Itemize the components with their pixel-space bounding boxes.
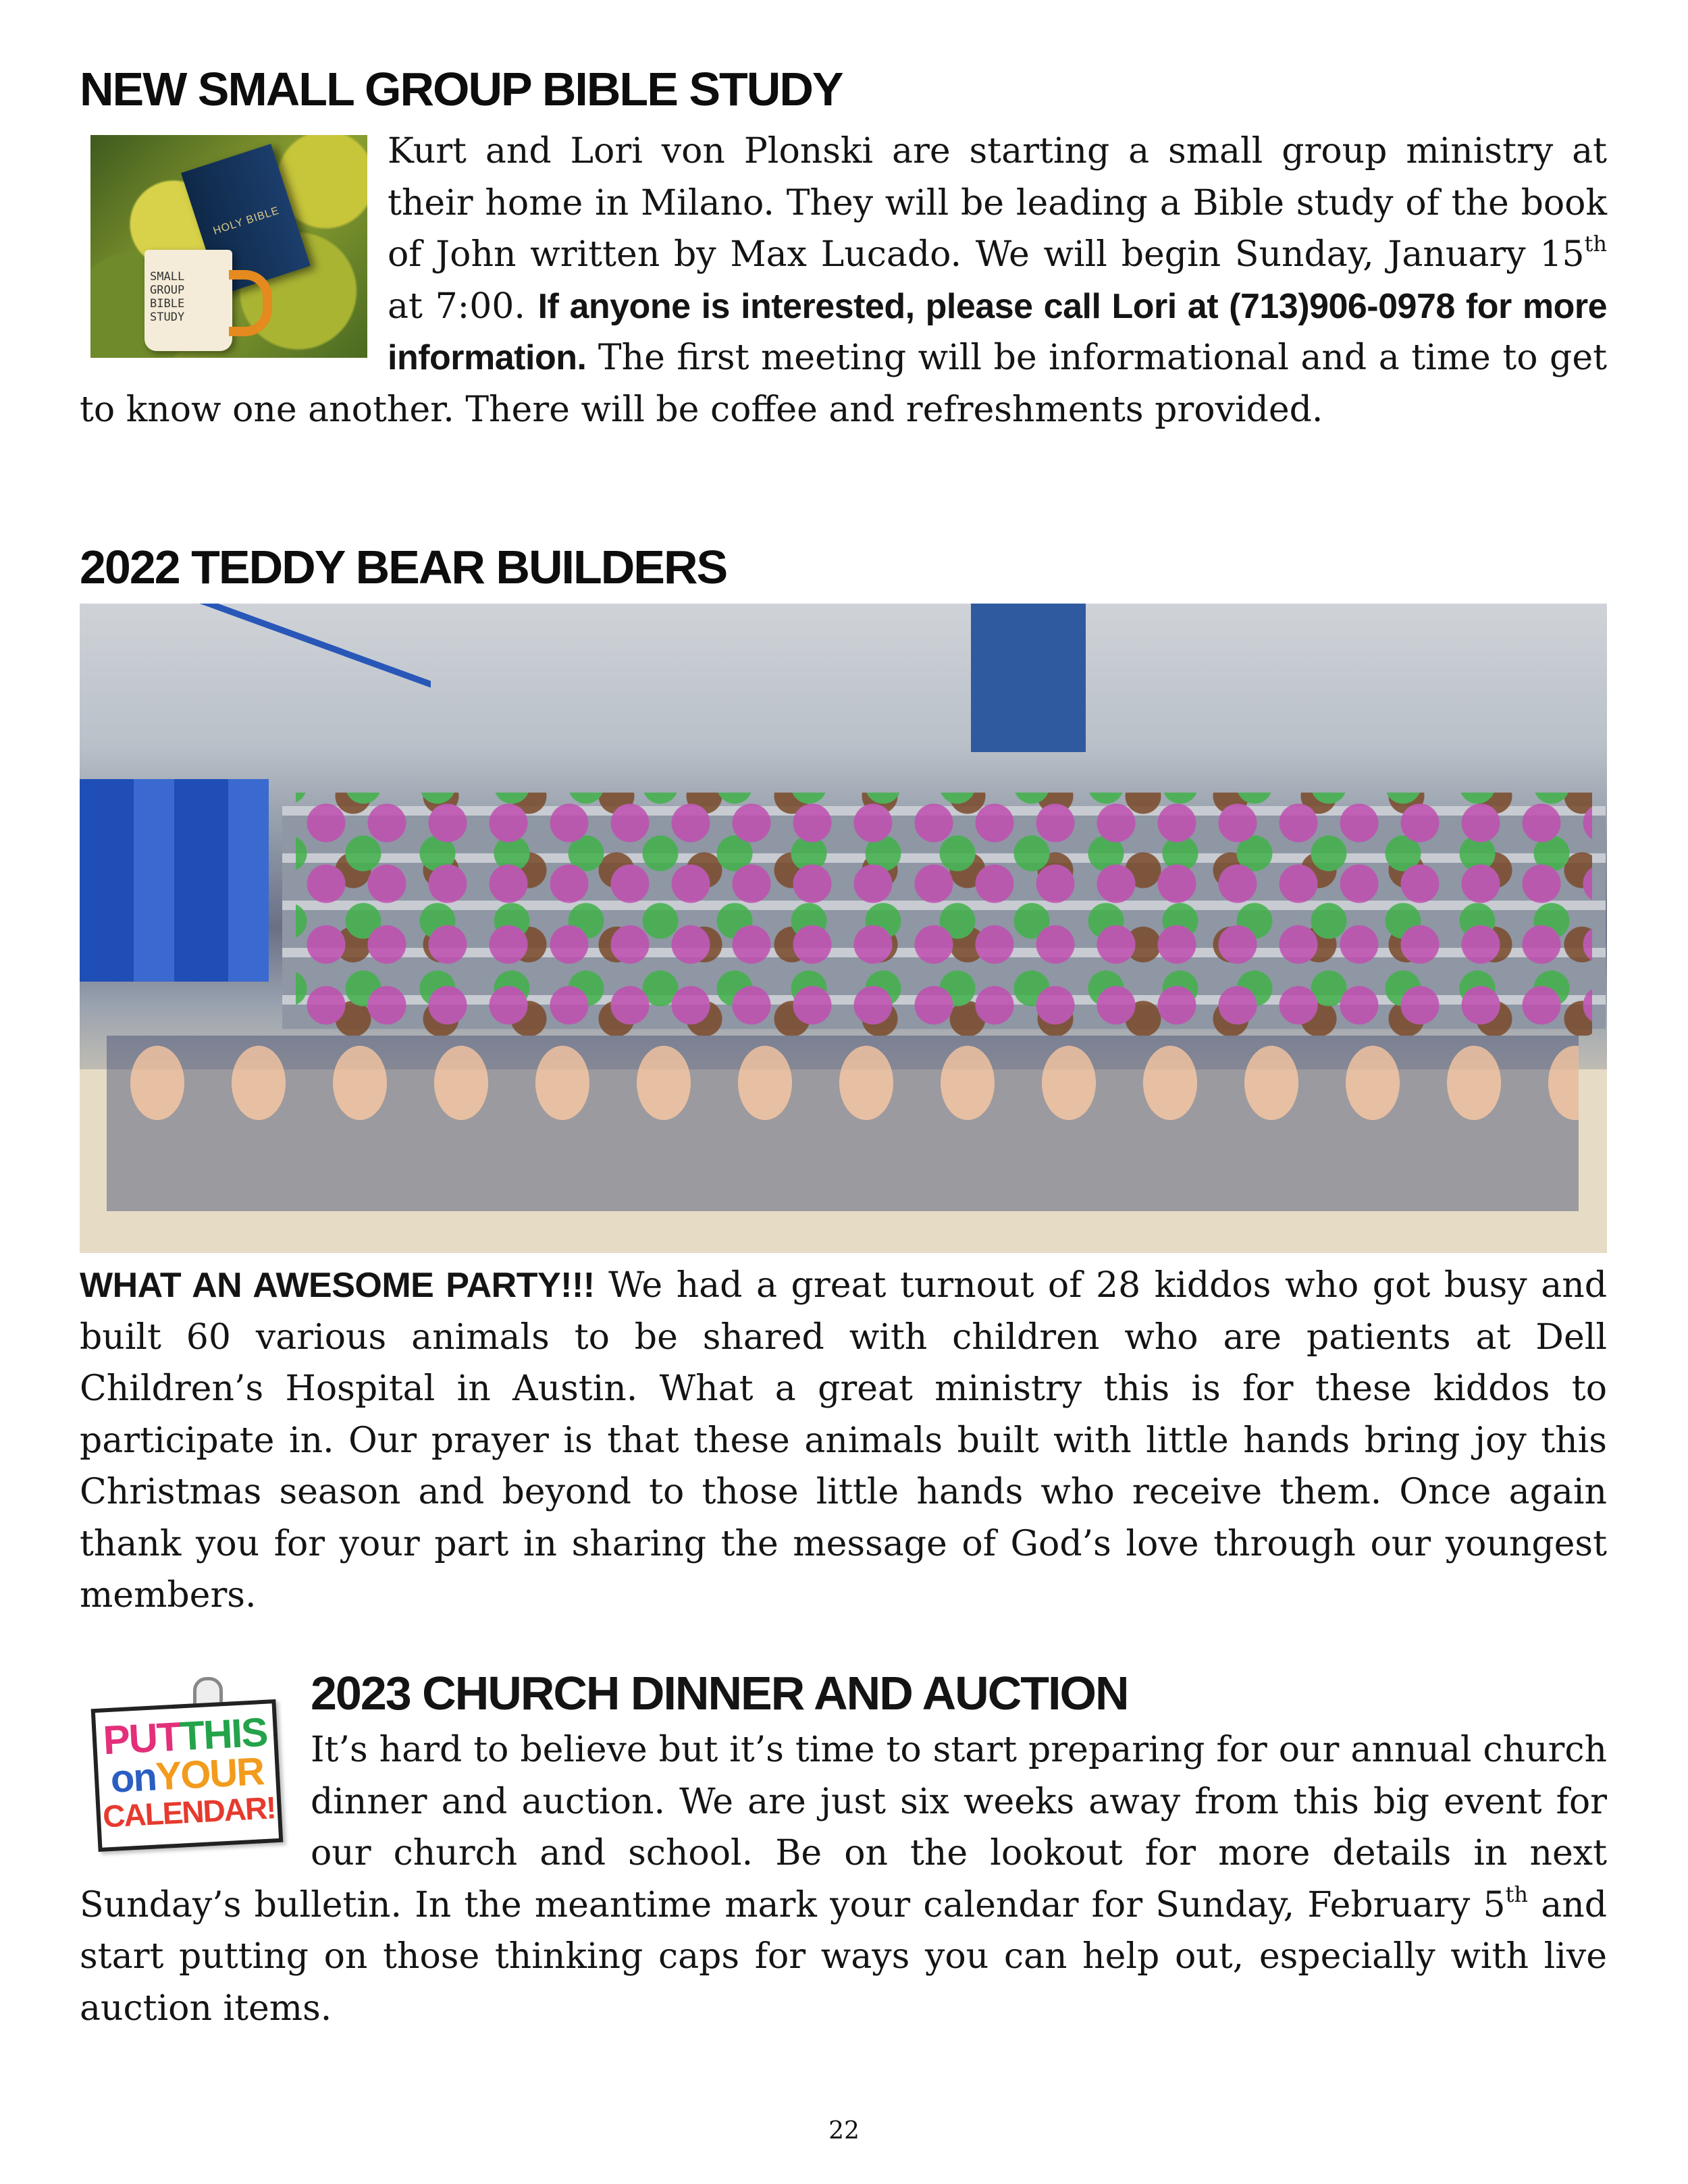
teddy-bear-group-photo: [80, 604, 1607, 1253]
teddy-bear-lead: WHAT AN AWESOME PARTY!!!: [80, 1266, 595, 1305]
bible-study-image: [90, 135, 367, 358]
mug-text: SMALL GROUP BIBLE STUDY: [150, 270, 185, 324]
dinner-auction-section: [80, 1662, 1607, 2034]
page-number: 22: [828, 2117, 860, 2145]
logo-calendar: CALENDAR!: [101, 1790, 276, 1834]
teddy-bear-paragraph: [80, 1260, 1607, 1622]
logo-put: PUT: [102, 1713, 182, 1763]
photo-folding-chairs: [80, 779, 269, 982]
bible-study-paragraph: [80, 126, 1607, 435]
ordinal-suffix: th: [1505, 1881, 1529, 1907]
teddy-bear-heading: 2022 TEDDY BEAR BUILDERS: [80, 541, 727, 593]
photo-children: [107, 955, 1579, 1211]
bible-study-text-3: The first meeting will be informational and a time to get to know one another. There will be coffee and refreshments provided.: [80, 338, 1607, 430]
logo-your: YOUR: [154, 1749, 265, 1799]
photo-door: [971, 604, 1086, 752]
teddy-bear-text: We had a great turnout of 28 kiddos who got busy and built 60 various animals to be shared with children who are patients at Dell Children’s Hospital in Austin. What a great ministry this is for these kiddos to participate in. Our prayer is that these animals built with little hands bring joy this Christmas season and beyond to those little hands who receive them. Once again thank you for your part in sharing the message of God’s love through our youngest members.: [80, 1265, 1607, 1616]
bible-study-text-1: Kurt and Lori von Plonski are starting a small group ministry at their home in Milano. They will be leading a Bible study of the book of John written by Max Lucado. We will begin Sunday, January 15: [388, 131, 1607, 275]
logo-on: on: [109, 1755, 157, 1801]
dinner-auction-text-1: It’s hard to believe but it’s time to start preparing for our annual church dinner and auction. We are just six weeks away from this big event for our church and school. Be on the lookout for more details in next Sunday’s bulletin. In the meantime mark your calendar for Sunday, February 5: [80, 1730, 1607, 1925]
bible-study-text-2: at 7:00.: [388, 286, 538, 327]
calendar-card: [91, 1699, 284, 1852]
book-title: HOLY BIBLE: [211, 205, 281, 238]
logo-this: THIS: [178, 1709, 268, 1759]
ordinal-suffix: th: [1584, 231, 1607, 257]
mug-handle: [229, 270, 272, 336]
put-this-on-your-calendar-logo: [85, 1677, 281, 1851]
bible-study-contact: If anyone is interested, please call Lori at (713)906-0978 for more information.: [388, 286, 1607, 377]
bible-study-heading: NEW SMALL GROUP BIBLE STUDY: [80, 63, 843, 115]
dinner-auction-heading: 2023 CHURCH DINNER AND AUCTION: [311, 1667, 1128, 1720]
dinner-auction-text-2: and start putting on those thinking caps for ways you can help out, especially with live auction items.: [80, 1884, 1607, 2029]
